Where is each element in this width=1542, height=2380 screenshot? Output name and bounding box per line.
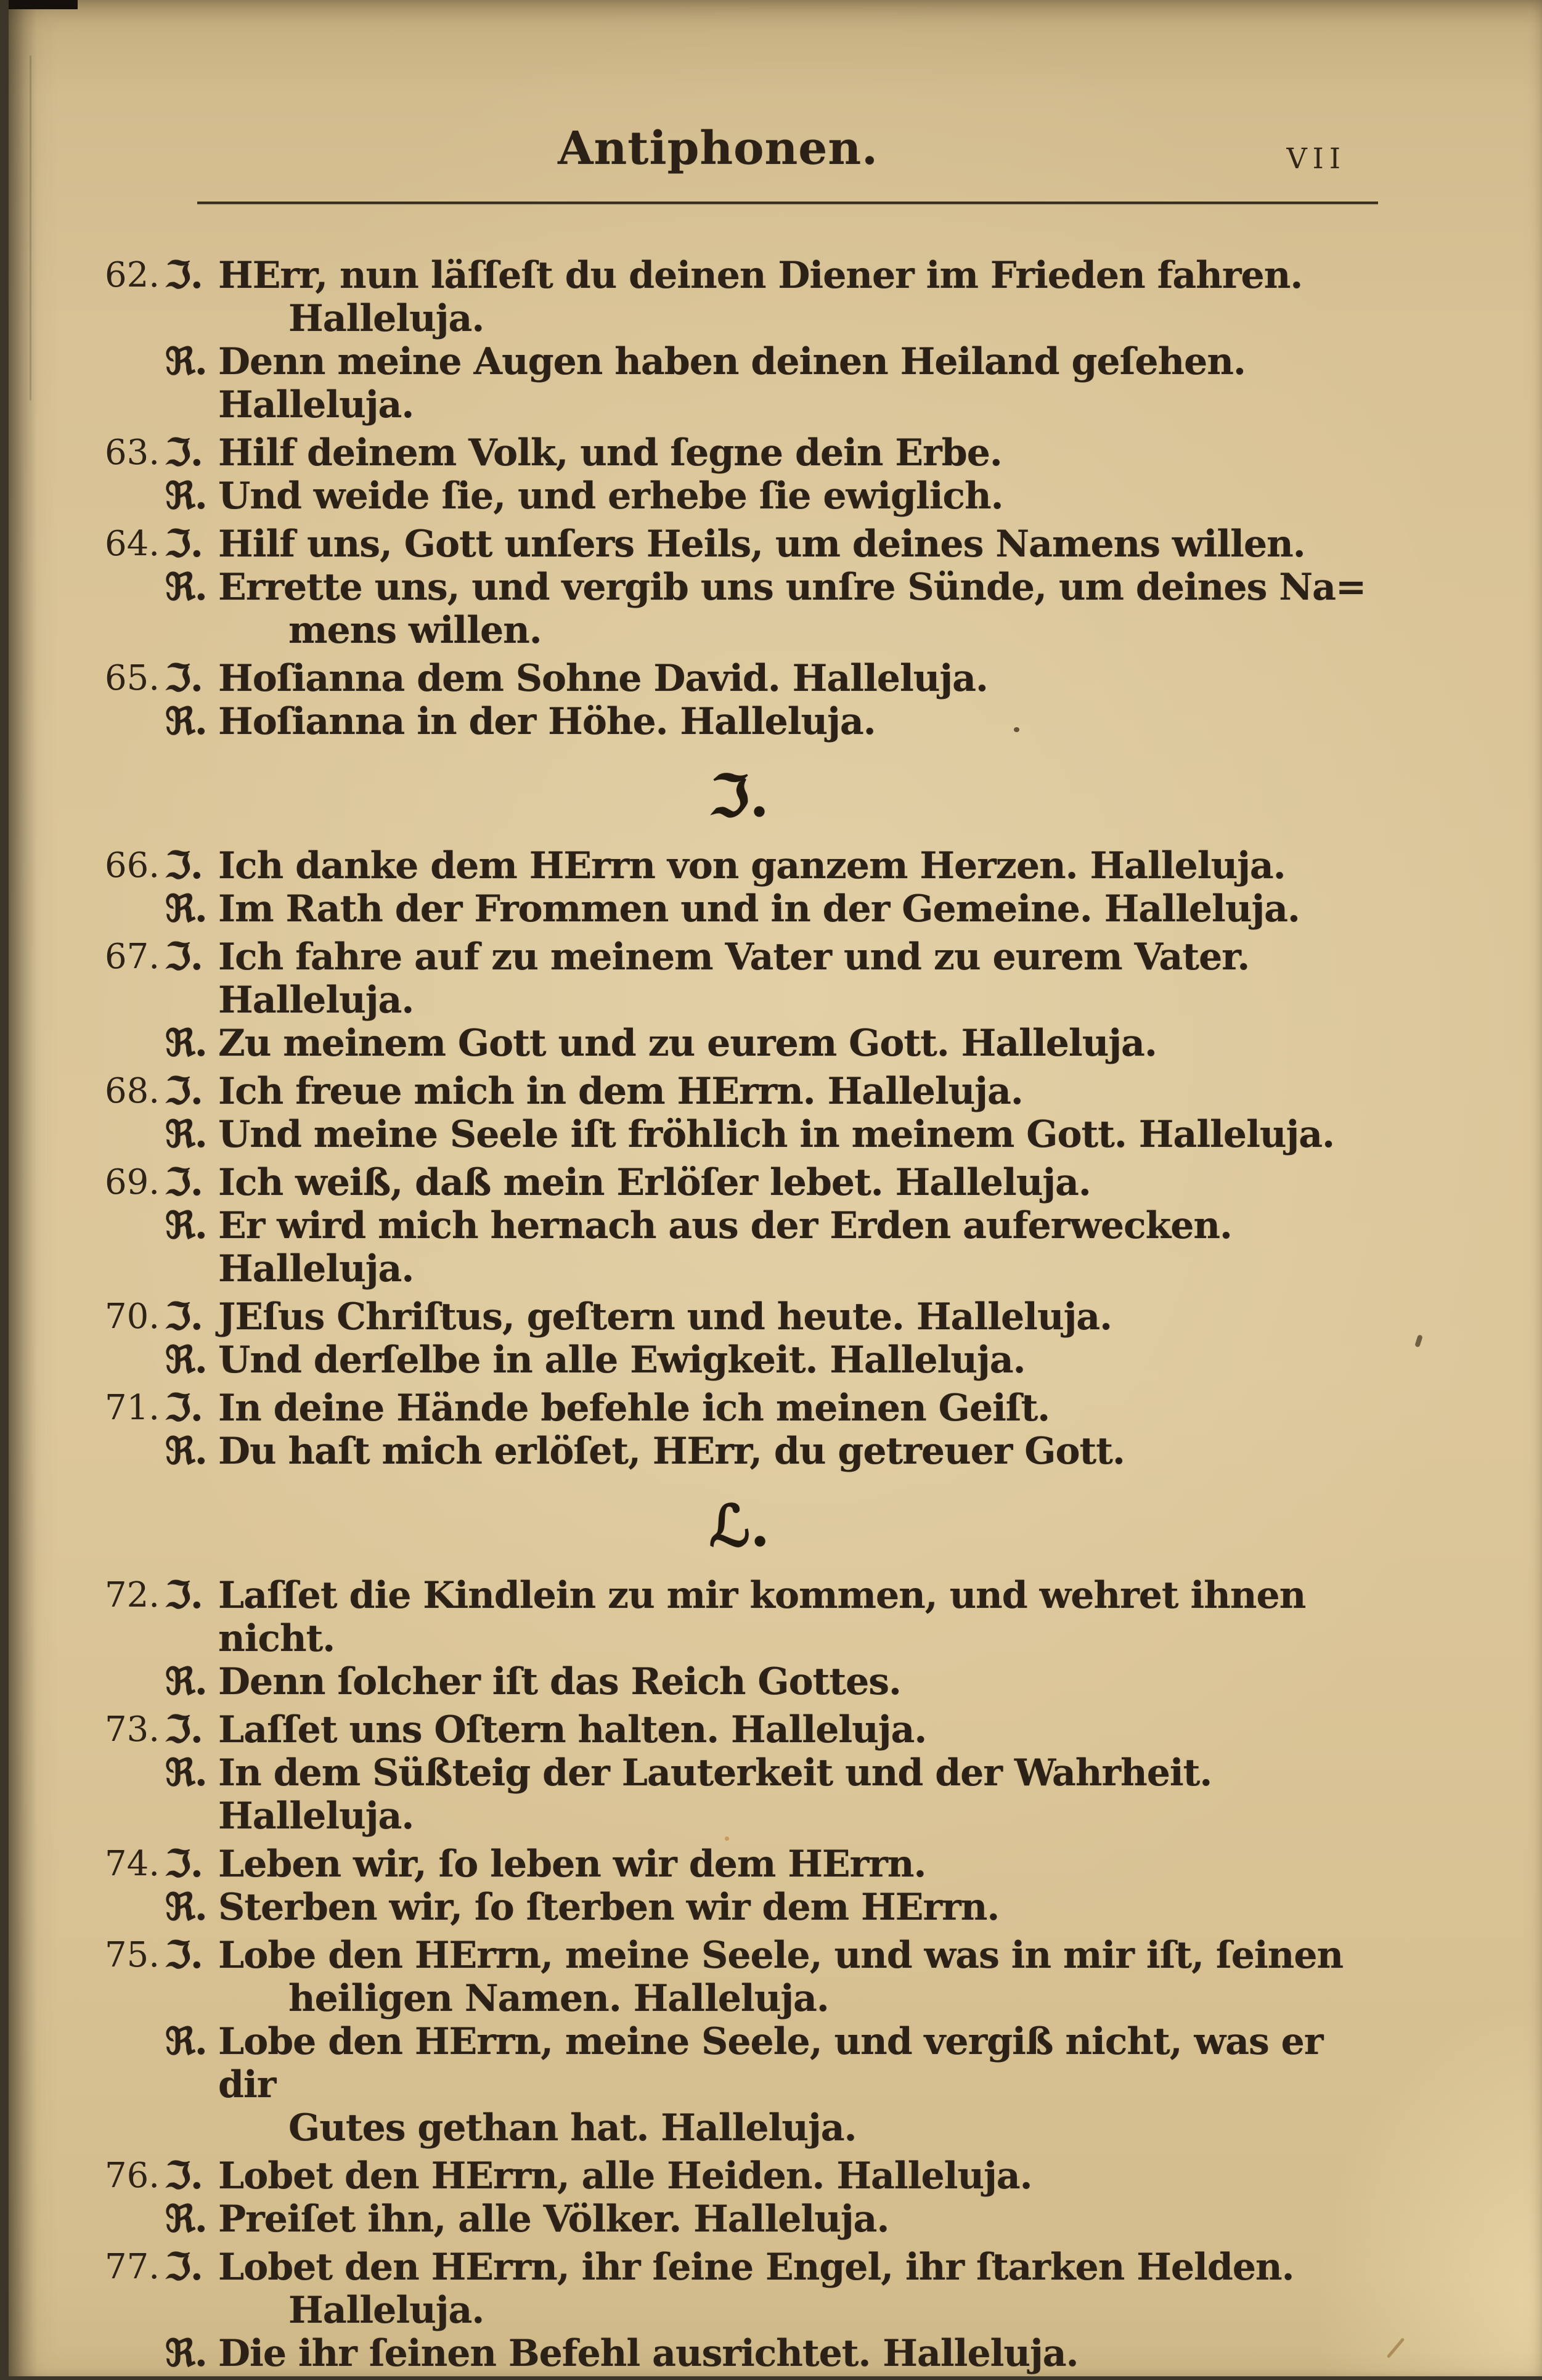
verse-text: Halleluja.: [288, 2289, 484, 2332]
antiphon-item: [105, 2154, 1374, 2241]
verse-text: Laſſet uns Oſtern halten. Halleluja.: [218, 1708, 927, 1751]
item-number: 71.: [105, 1388, 160, 1428]
item-verses: [165, 1161, 1374, 1290]
page-number: VII: [1286, 142, 1346, 175]
versicle-marker: ℑ.: [165, 2246, 203, 2289]
versicle-line: [165, 935, 1374, 1022]
item-number: 65.: [105, 658, 160, 698]
versicle-line: [165, 1574, 1374, 1660]
response-line: [165, 1886, 1374, 1929]
verse-text: JEſus Chriſtus, geſtern und heute. Halleluja.: [218, 1295, 1112, 1339]
item-number: 76.: [105, 2156, 160, 2196]
versicle-marker: ℑ.: [165, 1708, 203, 1751]
antiphon-item: [105, 431, 1374, 518]
versicle-marker: ℑ.: [165, 1295, 203, 1339]
response-line: [165, 700, 1374, 743]
response-line: [165, 2198, 1374, 2241]
response-line: [165, 1430, 1374, 1473]
section-heading: ℑ.: [709, 763, 770, 829]
item-number: 64.: [105, 524, 160, 564]
verse-text: Errette uns, und vergib uns unſre Sünde, um deines Na=: [218, 566, 1366, 609]
antiphon-item: [105, 935, 1374, 1065]
item-number: 66.: [105, 846, 160, 886]
verse-text: Und meine Seele iſt fröhlich in meinem Gott. Halleluja.: [218, 1113, 1334, 1156]
verse-text: Ich danke dem HErrn von ganzem Herzen. Halleluja.: [218, 844, 1286, 887]
response-marker: ℜ.: [165, 1339, 207, 1382]
response-line: [165, 1660, 1374, 1703]
antiphon-item: [105, 1161, 1374, 1290]
versicle-line: [165, 2246, 1374, 2332]
item-verses: [165, 1934, 1374, 2150]
verse-text: Lobet den HErrn, ihr ſeine Engel, ihr ſtarken Helden.: [218, 2246, 1294, 2289]
versicle-line: [165, 1843, 1374, 1886]
item-number: 73.: [105, 1710, 160, 1750]
versicle-line: [165, 1161, 1374, 1204]
verse-text: Du haſt mich erlöſet, HErr, du getreuer Gott.: [218, 1430, 1125, 1473]
versicle-marker: ℑ.: [165, 523, 203, 566]
response-marker: ℜ.: [165, 2020, 207, 2063]
versicle-line: [165, 2154, 1374, 2198]
header-divider-rule: [197, 202, 1378, 204]
response-marker: ℜ.: [165, 1022, 207, 1065]
antiphon-item: [105, 2246, 1374, 2375]
versicle-marker: ℑ.: [165, 254, 203, 297]
verse-text: Und derſelbe in alle Ewigkeit. Halleluja.: [218, 1339, 1026, 1382]
response-line: [165, 2020, 1374, 2150]
versicle-line: [165, 1295, 1374, 1339]
binding-edge-shadow: [9, 0, 37, 2376]
item-verses: [165, 254, 1374, 426]
antiphon-item: [105, 254, 1374, 426]
response-line: [165, 1113, 1374, 1156]
antiphon-item: [105, 1574, 1374, 1703]
verse-text: Halleluja.: [288, 297, 484, 340]
versicle-line: [165, 657, 1374, 700]
page-content: [105, 0, 1374, 2376]
item-verses: [165, 523, 1374, 652]
item-number: 70.: [105, 1297, 160, 1337]
verse-text: Und weide ſie, und erhebe ſie ewiglich.: [218, 475, 1003, 518]
response-marker: ℜ.: [165, 1751, 207, 1795]
versicle-line: [165, 431, 1374, 475]
item-verses: [165, 1070, 1374, 1156]
scan-corner-mark: [9, 0, 78, 9]
ink-speck: [1387, 2337, 1405, 2358]
item-number: 77.: [105, 2247, 160, 2287]
antiphon-item: [105, 657, 1374, 743]
item-number: 62.: [105, 255, 160, 295]
paper-crease: [30, 55, 31, 401]
response-marker: ℜ.: [165, 2332, 207, 2375]
verse-text: mens willen.: [288, 609, 542, 652]
item-verses: [165, 1295, 1374, 1382]
response-line: [165, 475, 1374, 518]
response-marker: ℜ.: [165, 2198, 207, 2241]
verse-text: Lobe den HErrn, meine Seele, und vergiß nicht, was er dir: [218, 2020, 1323, 2106]
item-number: 67.: [105, 937, 160, 977]
section-heading: ℒ.: [709, 1493, 770, 1559]
ink-speck: [1414, 1334, 1423, 1347]
verse-text: Laſſet die Kindlein zu mir kommen, und wehret ihnen nicht.: [218, 1574, 1306, 1660]
versicle-line: [165, 1934, 1374, 2020]
response-line: [165, 2332, 1374, 2375]
item-number: 72.: [105, 1575, 160, 1615]
versicle-marker: ℑ.: [165, 1934, 203, 1977]
versicle-line: [165, 523, 1374, 566]
antiphon-item: [105, 1934, 1374, 2150]
item-verses: [165, 1708, 1374, 1838]
verse-text: Preiſet ihn, alle Völker. Halleluja.: [218, 2198, 889, 2241]
versicle-marker: ℑ.: [165, 844, 203, 887]
item-verses: [165, 935, 1374, 1065]
response-marker: ℜ.: [165, 1204, 207, 1247]
item-number: 74.: [105, 1844, 160, 1884]
verse-text: heiligen Namen. Halleluja.: [288, 1977, 829, 2020]
antiphon-item: [105, 1387, 1374, 1473]
verse-text: Denn ſolcher iſt das Reich Gottes.: [218, 1660, 901, 1703]
response-line: [165, 566, 1374, 652]
verse-text: HErr, nun läſſeſt du deinen Diener im Frieden fahren.: [218, 254, 1303, 297]
antiphon-item: [105, 1070, 1374, 1156]
item-number: 75.: [105, 1935, 160, 1975]
item-verses: [165, 431, 1374, 518]
verse-text: Ich weiß, daß mein Erlöſer lebet. Halleluja.: [218, 1161, 1091, 1204]
versicle-marker: ℑ.: [165, 431, 203, 475]
page-sheet: [9, 0, 1542, 2376]
verse-text: Hilf deinem Volk, und ſegne dein Erbe.: [218, 431, 1002, 475]
versicle-marker: ℑ.: [165, 2154, 203, 2198]
verse-text: In deine Hände befehle ich meinen Geiſt.: [218, 1387, 1050, 1430]
verse-text: In dem Süßteig der Lauterkeit und der Wahrheit. Halleluja.: [218, 1751, 1212, 1838]
response-line: [165, 887, 1374, 931]
antiphon-item: [105, 1295, 1374, 1382]
antiphon-item: [105, 1843, 1374, 1929]
antiphon-item: [105, 523, 1374, 652]
verse-text: Zu meinem Gott und zu eurem Gott. Halleluja.: [218, 1022, 1157, 1065]
verse-text: Hoſianna in der Höhe. Halleluja.: [218, 700, 876, 743]
response-marker: ℜ.: [165, 700, 207, 743]
versicle-marker: ℑ.: [165, 657, 203, 700]
verse-text: Denn meine Augen haben deinen Heiland geſehen. Halleluja.: [218, 340, 1246, 426]
antiphon-item: [105, 844, 1374, 931]
item-verses: [165, 2154, 1374, 2241]
antiphon-list: [105, 254, 1374, 2380]
item-number: 63.: [105, 433, 160, 473]
item-number: 68.: [105, 1071, 160, 1111]
item-verses: [165, 1843, 1374, 1929]
verse-text: Ich freue mich in dem HErrn. Halleluja.: [218, 1070, 1023, 1113]
antiphon-item: [105, 1708, 1374, 1838]
versicle-marker: ℑ.: [165, 935, 203, 979]
versicle-line: [165, 1070, 1374, 1113]
verse-text: Hilf uns, Gott unſers Heils, um deines Namens willen.: [218, 523, 1305, 566]
response-line: [165, 1204, 1374, 1290]
verse-text: Leben wir, ſo leben wir dem HErrn.: [218, 1843, 926, 1886]
response-line: [165, 1022, 1374, 1065]
item-number: 69.: [105, 1162, 160, 1202]
versicle-marker: ℑ.: [165, 1574, 203, 1617]
item-verses: [165, 1387, 1374, 1473]
verse-text: Im Rath der Frommen und in der Gemeine. Halleluja.: [218, 887, 1300, 931]
response-marker: ℜ.: [165, 1113, 207, 1156]
verse-text: Sterben wir, ſo ſterben wir dem HErrn.: [218, 1886, 1000, 1929]
item-verses: [165, 657, 1374, 743]
versicle-line: [165, 1708, 1374, 1751]
response-line: [165, 1339, 1374, 1382]
verse-text: Hoſianna dem Sohne David. Halleluja.: [218, 657, 988, 700]
versicle-line: [165, 844, 1374, 887]
response-line: [165, 1751, 1374, 1838]
versicle-marker: ℑ.: [165, 1387, 203, 1430]
verse-text: Gutes gethan hat. Halleluja.: [288, 2106, 857, 2150]
response-marker: ℜ.: [165, 566, 207, 609]
item-verses: [165, 1574, 1374, 1703]
response-marker: ℜ.: [165, 1430, 207, 1473]
response-marker: ℜ.: [165, 1886, 207, 1929]
versicle-marker: ℑ.: [165, 1161, 203, 1204]
versicle-marker: ℑ.: [165, 1843, 203, 1886]
page-title: Antiphonen.: [558, 122, 878, 175]
verse-text: Ich fahre auf zu meinem Vater und zu eurem Vater. Halleluja.: [218, 935, 1250, 1022]
verse-text: Lobe den HErrn, meine Seele, und was in mir iſt, ſeinen: [218, 1934, 1344, 1977]
response-marker: ℜ.: [165, 340, 207, 383]
response-line: [165, 340, 1374, 426]
versicle-marker: ℑ.: [165, 1070, 203, 1113]
response-marker: ℜ.: [165, 475, 207, 518]
verse-text: Lobet den HErrn, alle Heiden. Halleluja.: [218, 2154, 1032, 2198]
response-marker: ℜ.: [165, 887, 207, 931]
item-verses: [165, 844, 1374, 931]
versicle-line: [165, 1387, 1374, 1430]
verse-text: Die ihr ſeinen Befehl ausrichtet. Halleluja.: [218, 2332, 1079, 2375]
verse-text: Er wird mich hernach aus der Erden auferwecken. Halleluja.: [218, 1204, 1232, 1290]
item-verses: [165, 2246, 1374, 2375]
versicle-line: [165, 254, 1374, 340]
response-marker: ℜ.: [165, 1660, 207, 1703]
